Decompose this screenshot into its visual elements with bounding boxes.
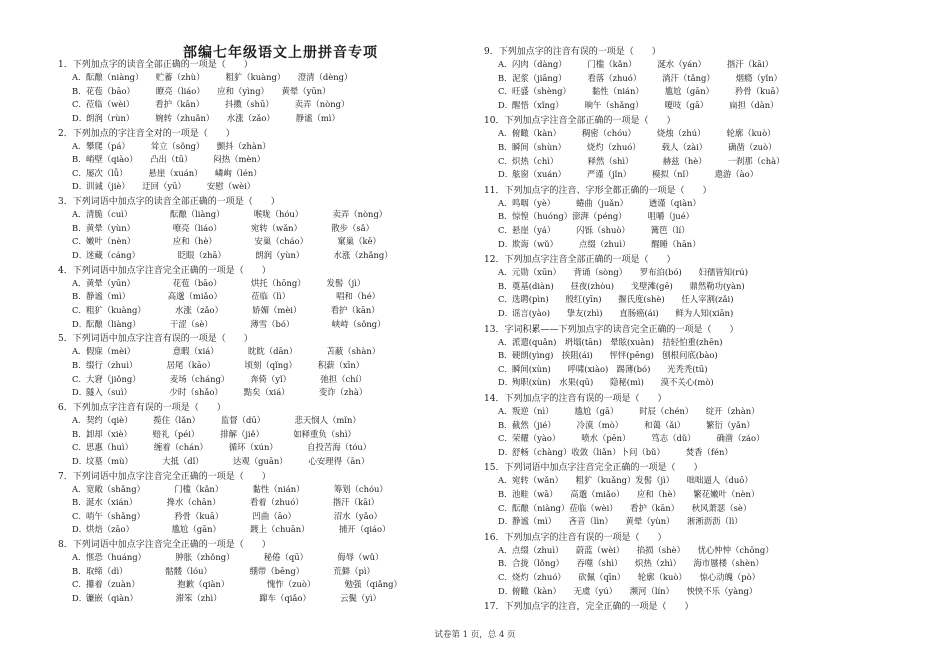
option-text: 莅临（wèi） 看护（kān） 抖擞（shū） 卖弄（nòng）	[86, 99, 350, 110]
question-block	[484, 532, 919, 598]
answer-option	[58, 551, 468, 565]
answer-option	[58, 523, 468, 537]
option-text: 宛转（wǎn） 粗犷（kuǎng）发髻（jì） 咄咄逼人（duō）	[512, 475, 753, 486]
option-letter: C．	[72, 442, 87, 453]
answer-option	[484, 127, 919, 141]
option-letter: B．	[498, 488, 513, 499]
answer-option	[58, 414, 468, 428]
option-text: 舒畅（chàng）收敛（liǎn）卜问（bǔ） 焚香（fén）	[512, 446, 733, 457]
answer-option	[484, 141, 919, 155]
option-letter: C．	[498, 155, 513, 166]
option-letter: C．	[72, 579, 87, 590]
option-letter: D．	[72, 181, 88, 192]
question-block	[58, 265, 468, 331]
question-block	[484, 254, 919, 320]
option-letter: B．	[498, 350, 513, 361]
answer-option	[484, 293, 919, 307]
answer-option	[484, 238, 919, 252]
answer-option	[484, 363, 919, 377]
answer-option	[58, 71, 468, 85]
option-letter: B．	[72, 359, 87, 370]
option-text: 宽敞（shǎng） 门槛（kǎn） 黏性（nián） 筹划（chóu）	[86, 483, 388, 494]
option-text: 奠基(diàn) 昼夜(zhòu) 戈壁滩(gē) 鼎然勒功(yàn)	[512, 280, 745, 291]
option-text: 瞬间(xùn) 呼啸(xiào) 踢薄(bó) 光秃秃(tū)	[512, 363, 708, 374]
option-text: 大窘（jiǒng） 麦场（cháng） 奔倚（yǐ） 弛担（chí）	[86, 373, 367, 384]
question-stem: 3．下列词语中加点字的读音全部正确的一项是（ ）	[58, 197, 280, 208]
option-letter: B．	[72, 222, 87, 233]
question-stem: 12．下列加点字注音全部正确的一项是（ ）	[484, 255, 676, 266]
answer-option	[484, 376, 919, 390]
answer-option	[58, 578, 468, 592]
option-text: 卸却（xiè） 赔礼（péi） 排解（jiě） 如释重负（shì）	[86, 428, 356, 439]
option-text: 烧灼（zhuó） 砍佩（qīn） 轮廓（kuò） 惊心动魄（pò）	[512, 571, 761, 582]
question-block	[58, 402, 468, 468]
option-letter: C．	[72, 167, 87, 178]
option-text: 谣言(yào) 挚友(zhì) 直肠癌(ái) 鲜为人知(xiān)	[512, 307, 734, 318]
answer-option	[484, 155, 919, 169]
question-block	[58, 539, 468, 605]
option-letter: B．	[498, 211, 513, 222]
option-letter: B．	[498, 141, 513, 152]
option-letter: A．	[72, 346, 87, 357]
answer-option	[58, 510, 468, 524]
option-text: 训诫（jiè） 迂回（yū） 安慰（wèi）	[86, 181, 256, 192]
answer-option	[484, 585, 919, 599]
answer-option	[58, 386, 468, 400]
question-block	[484, 393, 919, 459]
option-text: 静谧（mì） 吝音（lìn） 黄晕（yùn） 淅淅沥沥（lì）	[512, 516, 743, 527]
option-letter: A．	[498, 267, 513, 278]
question-block	[58, 471, 468, 537]
answer-option	[58, 153, 468, 167]
option-text: 烘焙（zāo） 尴尬（gān） 踱上（chuān） 捕开（qiáo）	[86, 524, 391, 535]
option-letter: B．	[72, 497, 87, 508]
option-letter: D．	[72, 112, 88, 123]
answer-option	[484, 432, 919, 446]
option-text: 思惠（huì） 缠着（chán） 循环（xún） 自投苦海（tóu）	[86, 442, 372, 453]
question-stem: 13．字词积累——下列加点字的读音完全正确的一项是（ ）	[484, 324, 739, 335]
option-letter: A．	[498, 475, 513, 486]
answer-option	[58, 277, 468, 291]
option-letter: C．	[498, 502, 513, 513]
option-letter: B．	[72, 428, 87, 439]
option-text: 契约（qiè） 揽住（lǎn） 监督（dū） 悲天悯人（mǐn）	[86, 415, 361, 425]
answer-option	[484, 502, 919, 516]
question-block	[58, 333, 468, 399]
option-text: 哨午（shǎng） 矜骨（kuā） 凹曲（āo） 沼水（yǎo）	[86, 510, 382, 521]
answer-option	[58, 235, 468, 249]
answer-option	[58, 359, 468, 373]
answer-option	[58, 167, 468, 181]
option-letter: D．	[72, 524, 88, 535]
option-letter: D．	[72, 592, 88, 603]
answer-option	[484, 58, 919, 72]
answer-option	[58, 483, 468, 497]
question-block	[484, 324, 919, 390]
answer-option	[58, 180, 468, 194]
answer-option	[58, 304, 468, 318]
question-block	[58, 196, 468, 262]
option-text: 涎水（xián） 搀水（chān） 看着（zhuó） 揩汗（kāi）	[86, 497, 380, 508]
option-text: 欺诲（wǔ） 点缀（zhuì） 醒睡（hān）	[512, 238, 701, 249]
option-letter: C．	[72, 510, 87, 521]
option-letter: B．	[498, 419, 513, 430]
option-text: 花苞（bāo） 瞭亮（liáo） 应和（yìng） 黄晕（yūn）	[86, 85, 331, 96]
option-text: 旺盛（shèng） 黏性（nián） 尴尬（gān） 矜骨（kuā）	[512, 86, 784, 97]
question-stem: 10．下列加点字注音全部正确的一项是（ ）	[484, 116, 676, 127]
option-letter: C．	[498, 86, 513, 97]
answer-option	[484, 419, 919, 433]
question-stem: 17．下列加点字的注音，完全正确的一项是（ ）	[484, 602, 694, 613]
answer-option	[58, 112, 468, 126]
option-text: 硬朗(yìng) 挨阻(ái) 怦怦(pēng) 刨根问底(bào)	[512, 350, 718, 361]
answer-option	[484, 488, 919, 502]
option-letter: D．	[498, 238, 514, 249]
answer-option	[484, 168, 919, 182]
option-text: 隧入（suì） 少时（shǎo） 黠矣（xiá） 变诈（zhà）	[86, 387, 368, 398]
option-text: 攥着（zuàn） 抱歉（qiàn） 愧怍（zuò） 勉强（qiǎng）	[86, 579, 402, 590]
answer-option	[484, 210, 919, 224]
option-text: 黄晕（yùn） 嘹亮（liáo） 宛转（wǎn） 散步（sǎ）	[86, 222, 375, 233]
option-text: 俯瞰（kàn） 无虞（yú） 濒河（lín） 怏怏不乐（yàng）	[512, 585, 758, 596]
answer-option	[484, 85, 919, 99]
question-block	[484, 462, 919, 528]
answer-option	[484, 280, 919, 294]
answer-option	[58, 345, 468, 359]
option-text: 迷藏（cáng） 眨眼（zhā） 朗润（yùn） 水涨（zhǎng）	[86, 249, 393, 260]
option-letter: D．	[72, 249, 88, 260]
option-text: 缀行（zhuì） 居尾（kāo） 顷刻（qǐng） 积薪（xīn）	[86, 359, 365, 370]
question-stem: 9．下列加点字的注音有误的一项是（ ）	[484, 47, 661, 57]
option-text: 酝酿（liàng） 干涩（sè） 薄雪（bó） 峡峙（sǒng）	[86, 318, 386, 329]
option-letter: D．	[498, 446, 514, 457]
option-text: 合拢（lǒng） 吞噬（shì） 炽热（zhì） 海市蜃楼（shèn）	[512, 558, 764, 569]
option-letter: B．	[72, 85, 87, 96]
option-text: 派遣(quǎn) 坍塌(tān) 晕眩(xuàn) 拮轻怕重(zhēn)	[512, 336, 723, 347]
page-title: 部编七年级语文上册拼音专项	[183, 45, 378, 61]
question-stem: 8．下列词语中加点字注音完全正确的一项是（ ）	[58, 540, 271, 551]
option-letter: A．	[498, 197, 513, 208]
option-letter: D．	[498, 99, 514, 110]
option-letter: D．	[72, 387, 88, 398]
option-text: 假寐（mèi） 意暇（xiá） 眈眈（dān） 苫蔽（shàn）	[86, 346, 381, 357]
question-stem: 2．下列加点的字注音全对的一项是（ ）	[58, 128, 235, 139]
option-letter: D．	[72, 455, 88, 466]
option-text: 瞬间（shùn） 烧灼（zhuó） 载人（zài） 确凿（zuò）	[512, 141, 777, 152]
option-letter: C．	[72, 236, 87, 247]
question-stem: 16．下列加点字的注音有误的一项是（ ）	[484, 532, 667, 543]
answer-option	[484, 405, 919, 419]
answer-option	[58, 428, 468, 442]
option-text: 酝酿（niàng）莅临（wèi） 看护（kān） 秋风萧瑟（sè）	[512, 502, 752, 513]
question-block	[484, 46, 919, 112]
option-letter: B．	[72, 291, 87, 302]
page-footer: 试卷第 1 页，总 4 页	[434, 630, 516, 640]
answer-option	[484, 197, 919, 211]
option-text: 悬崖（yá） 闪铄（shuò） 篝笆（lí）	[512, 224, 690, 235]
option-letter: A．	[72, 552, 87, 563]
option-text: 截然（jié） 冷漠（mò） 和蔼（ǎi） 繁衍（yǎn）	[512, 419, 755, 430]
answer-option	[58, 249, 468, 263]
option-text: 俯瞰（kàn） 稠密（chóu） 烧烛（zhú） 轮廓（kuò）	[512, 128, 776, 139]
answer-option	[484, 446, 919, 460]
option-letter: B．	[498, 558, 513, 569]
answer-option	[58, 565, 468, 579]
option-text: 粗犷（kuàng） 水涨（zǎo） 娇媚（mèi） 看护（kān）	[86, 304, 380, 315]
question-block	[484, 601, 919, 613]
answer-option	[484, 515, 919, 529]
option-text: 闪肉（dàng） 门槛（kǎn） 涎水（yán） 揩汗（kāi）	[512, 59, 774, 69]
option-letter: D．	[72, 318, 88, 329]
answer-option	[484, 336, 919, 350]
answer-option	[58, 98, 468, 112]
answer-option	[58, 441, 468, 455]
answer-option	[484, 474, 919, 488]
option-text: 坟墓（mù） 大抵（dǐ） 达观（guān） 心安理得（ān）	[86, 455, 370, 466]
option-text: 清脆（cuì） 酝酿（liàng） 喉咙（hóu） 卖弄（nòng）	[86, 209, 388, 220]
option-text: 惬恐（huáng） 肿胀（zhǒng） 秘倦（qū） 侮辱（wǔ）	[86, 552, 384, 563]
answer-option	[484, 99, 919, 113]
option-letter: D．	[498, 169, 514, 180]
answer-option	[58, 222, 468, 236]
question-block	[484, 185, 919, 251]
option-text: 泥浆（jiāng） 看落（zhuó） 淌汗（tǎng） 烟瘾（yǐn）	[512, 72, 782, 83]
option-text: 叛逆（nì） 尴尬（gā） 时辰（chén） 绽开（zhàn）	[512, 406, 760, 416]
option-text: 舷窗（xuán） 严谨（jǐn） 模拟（nǐ） 遨游（ào）	[512, 169, 759, 180]
option-text: 静谧（mì） 高邈（miǎo） 莅临（lì） 唱和（hé）	[86, 291, 381, 302]
option-letter: B．	[498, 72, 513, 83]
answer-option	[58, 290, 468, 304]
answer-option	[484, 72, 919, 86]
option-text: 选聘(pìn) 殷红(yīn) 揠氏度(shè) 任人宰割(zǎi)	[512, 294, 734, 305]
option-text: 嫩叶（nèn） 应和（hè） 安巢（cháo） 窠巢（kē）	[86, 236, 381, 247]
option-letter: A．	[498, 336, 513, 347]
option-letter: D．	[498, 377, 514, 388]
question-stem: 6．下列加点字注音有误的一项是（ ）	[58, 403, 226, 413]
question-block	[58, 59, 468, 125]
answer-option	[484, 307, 919, 321]
option-text: 元勋（xūn） 背诵（sòng） 罗布泊(bó) 妇孺皆知(rú)	[512, 267, 748, 278]
answer-option	[58, 85, 468, 99]
answer-option	[58, 592, 468, 606]
option-letter: A．	[72, 72, 87, 82]
answer-option	[58, 318, 468, 332]
question-block	[58, 128, 468, 194]
option-text: 点缀（zhuì） 蔚蓝（wèi） 掐损（shè） 忧心忡忡（chōng）	[512, 544, 774, 555]
option-text: 惊惶（huóng）澎湃（péng） 咀嚼（jué）	[512, 211, 695, 222]
question-stem: 1．下列加点字的读音全部正确的一项是（ ）	[58, 60, 253, 70]
question-block	[484, 115, 919, 181]
answer-option	[58, 373, 468, 387]
option-letter: D．	[498, 307, 514, 318]
option-text: 炽热（chì） 释然（shì） 赫兹（hè） 一刹那（chà）	[512, 155, 785, 166]
option-letter: A．	[498, 406, 513, 416]
option-letter: A．	[72, 415, 87, 425]
option-text: 攀爬（pá） 耸立（sǒng） 颤抖（zhàn）	[86, 140, 271, 151]
question-stem: 11．下列加点字的注音、字形全都正确的一项是（ ）	[484, 185, 712, 196]
option-text: 池畦（wā） 高邈（miǎo） 应和（hè） 繁花嫩叶（nèn）	[512, 488, 760, 499]
answer-option	[58, 140, 468, 154]
option-letter: C．	[72, 373, 87, 384]
option-letter: B．	[72, 565, 87, 576]
option-letter: C．	[498, 433, 513, 444]
option-text: 朗润（rùn） 婉转（zhuǎn） 水涨（zǎo） 静谧（mì）	[86, 112, 340, 123]
option-letter: A．	[498, 59, 513, 69]
option-text: 醒悟（xǐng） 晌午（shǎng） 嗄吱（gā） 扁担（dàn）	[512, 99, 779, 110]
answer-option	[484, 544, 919, 558]
option-text: 镰嵌（qiàn） 滞笨（zhì） 蹿车（qiǎo） 云鬓（yì）	[86, 592, 382, 603]
option-letter: B．	[72, 154, 87, 165]
option-letter: A．	[72, 209, 87, 220]
answer-option	[484, 557, 919, 571]
question-stem: 15．下列词语中加点字注音完全正确的一项是（ ）	[484, 463, 703, 474]
option-letter: C．	[498, 224, 513, 235]
option-letter: A．	[72, 483, 87, 494]
option-text: 黄晕（yūn） 花苞（bāo） 烘托（hōng） 发髻（jì）	[86, 277, 366, 288]
answer-option	[484, 349, 919, 363]
answer-option	[58, 455, 468, 469]
option-letter: D．	[498, 585, 514, 596]
option-letter: A．	[72, 140, 87, 151]
option-text: 鸣咽（yè） 蜷曲（juǎn） 遒谨（qiàn）	[512, 197, 701, 208]
option-text: 屡次（lǚ） 悬崖（xuán） 嶙峋（lén）	[86, 167, 262, 178]
question-stem: 7．下列词语中加点字注音完全正确的一项是（ ）	[58, 471, 271, 482]
answer-option	[58, 208, 468, 222]
answer-option	[484, 571, 919, 585]
answer-option	[484, 266, 919, 280]
option-letter: C．	[72, 304, 87, 315]
answer-option	[58, 496, 468, 510]
option-text: 取缔（dì） 骷髅（lóu） 绷带（bēng） 荒僻（pì）	[86, 565, 375, 576]
option-letter: A．	[72, 277, 87, 288]
option-text: 荣耀（yào） 喷水（pēn） 笃志（dǔ） 确凿（záo）	[512, 433, 765, 444]
option-letter: D．	[498, 516, 514, 527]
option-letter: B．	[498, 280, 513, 291]
option-letter: A．	[498, 544, 513, 555]
option-letter: C．	[72, 99, 87, 110]
option-letter: C．	[498, 571, 513, 582]
option-letter: A．	[498, 128, 513, 139]
option-letter: C．	[498, 363, 513, 374]
option-text: 酝酿（niàng） 贮蓄（zhù） 粗犷（kuàng） 澄清（dèng）	[86, 72, 353, 82]
option-letter: C．	[498, 294, 513, 305]
option-text: 殉职(xùn) 水果(qū) 隐秘(mì) 漠不关心(mò)	[512, 377, 714, 388]
option-text: 峭壁（qiào） 凸出（tū） 闷热（mèn）	[86, 154, 266, 165]
answer-option	[484, 224, 919, 238]
question-stem: 14．下列加点字的注音有误的一项是（ ）	[484, 394, 667, 404]
question-stem: 5．下列词语中加点字注音有误的一项是（ ）	[58, 334, 253, 345]
question-stem: 4．下列词语中加点字注音完全正确的一项是（ ）	[58, 265, 271, 276]
